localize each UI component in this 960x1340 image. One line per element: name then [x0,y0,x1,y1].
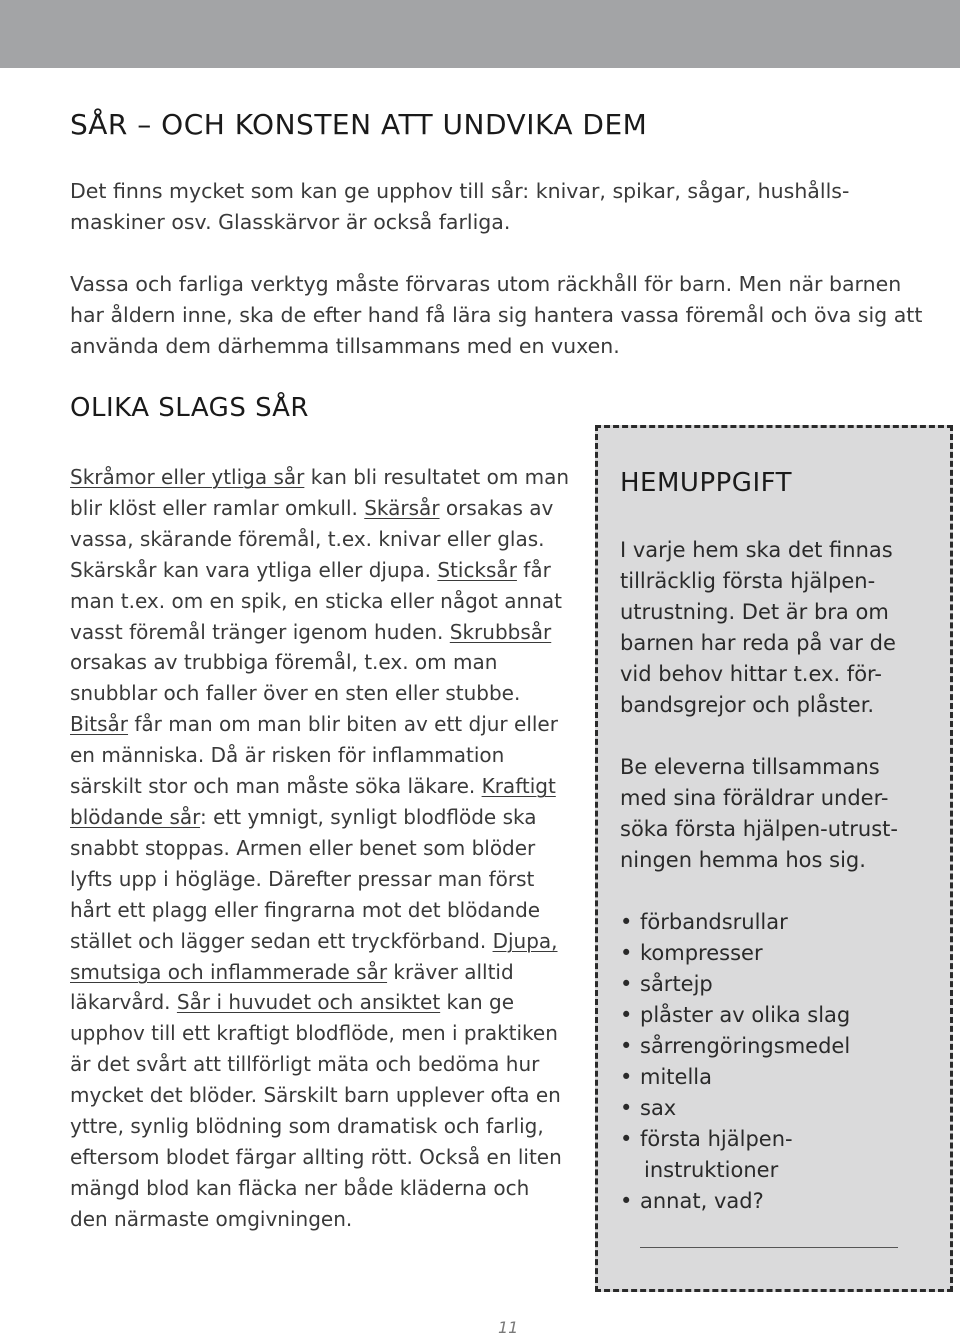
homework-line: ningen hemma hos sig. [620,848,866,872]
wound-term: Skråmor eller ytliga sår [70,465,305,489]
wound-description: får man om man blir biten av ett djur eller en människa. Då är risken för inflammation särskilt stor och man måste söka läkare. [70,712,558,799]
wound-description: : ett ymnigt, synligt blodflöde ska snabbt stoppas. Armen eller benet som blöder lyfts upp i högläge. Därefter pressar man först hårt ett plagg eller fingrarna mot det blödande stället och lägger sedan ett tryckförband. [70,804,541,953]
intro-paragraph-1: Det finns mycket som kan ge upphov till sår: knivar, spikar, sågar, hushålls-maskiner osv. Glasskärvor är också farliga. [70,179,850,234]
page-title: SÅR – OCH KONSTEN ATT UNDVIKA DEM [70,108,648,141]
homework-paragraph-1 [620,535,940,721]
homework-checklist [620,907,940,1217]
bullet-icon: • [620,1034,633,1058]
wound-description: orsakas av trubbiga föremål, t.ex. om man snubblar och faller över en sten eller stubbe. [70,650,521,706]
wound-term: Skrubbsår [449,619,552,644]
homework-line: vid behov hittar t.ex. för- [620,662,882,686]
checklist-item-label: instruktioner [644,1158,779,1182]
checklist-item-label: annat, vad? [640,1189,764,1213]
checklist-item-label: sårrengöringsmedel [640,1034,851,1058]
homework-line: söka första hjälpen-utrust- [620,817,898,841]
wound-term: Sår i huvudet och ansiktet [176,990,441,1015]
checklist-item [620,1031,940,1062]
wound-term: Bitsår [70,712,129,737]
bullet-icon: • [620,1065,633,1089]
homework-line: Be eleverna tillsammans [620,755,880,779]
homework-line: tillräcklig första hjälpen- [620,569,876,593]
wound-term: Skärsår [364,495,440,520]
wound-term: Kraftigt blödande sår [70,774,556,829]
wound-description: kan ge upphov till ett kraftigt blodflöde, men i praktiken är det svårt att tillförligt mäta och bedöma hur mycket det blöder. Särskilt barn upplever ofta en yttre, synlig blödning som dramatisk och farlig, eftersom blodet färgar allting rött. Också en liten mängd blod kan fläcka ner både kläderna och den närmaste omgivningen. [70,990,562,1231]
checklist-item [620,1062,940,1093]
wound-description: kräver alltid läkarvård. [70,959,514,1015]
checklist-item [620,938,940,969]
checklist-item-label: sax [640,1096,677,1120]
checklist-item-label: mitella [640,1065,712,1089]
checklist-item [620,1000,940,1031]
bullet-icon: • [620,1003,633,1027]
homework-line: med sina föräldrar under- [620,786,889,810]
homework-line: utrustning. Det är bra om [620,600,889,624]
homework-paragraph-2 [620,752,940,876]
homework-title: HEMUPPGIFT [620,468,792,498]
header-bar [0,0,960,68]
bullet-icon: • [620,1189,633,1213]
bullet-icon: • [620,910,633,934]
checklist-item-label: plåster av olika slag [640,1003,851,1027]
checklist-item [620,1124,940,1186]
page-number: 11 [498,1318,519,1337]
checklist-item-label: sårtejp [640,972,713,996]
checklist-item-label: förbandsrullar [640,910,788,934]
wound-description: orsakas av vassa, skärande föremål, t.ex. knivar eller glas. Skärskår kan vara ytliga eller djupa. [70,495,554,582]
section-heading: OLIKA SLAGS SÅR [70,393,309,423]
bullet-icon: • [620,1096,633,1120]
homework-text [620,535,940,1248]
checklist-item [620,1093,940,1124]
bullet-icon: • [620,1127,633,1151]
checklist-item [620,907,940,938]
checklist-item [620,1186,940,1217]
wound-types-text [70,462,570,1235]
wound-description: kan bli resultatet om man blir klöst eller ramlar omkull. [70,465,570,520]
wound-description: får man t.ex. om en spik, en sticka eller något annat vasst föremål tränger igenom huden. [70,557,562,644]
homework-box [595,425,953,1292]
homework-line: I varje hem ska det finnas [620,538,893,562]
bullet-icon: • [620,972,633,996]
wound-term: Djupa, smutsiga och inflammerade sår [70,928,558,984]
checklist-item-label: kompresser [640,941,763,965]
checklist-item [620,969,940,1000]
homework-line: bandsgrejor och plåster. [620,693,875,717]
checklist-item-label: första hjälpen- [640,1127,793,1151]
intro-text [70,176,930,393]
bullet-icon: • [620,941,633,965]
wound-term: Sticksår [437,557,517,582]
answer-blank-line [640,1233,898,1248]
intro-paragraph-2: Vassa och farliga verktyg måste förvaras utom räckhåll för barn. Men när barnen har åldern inne, ska de efter hand få lära sig hantera vassa föremål och öva sig att använda dem därhemma tillsammans med en vuxen. [70,272,923,358]
homework-line: barnen har reda på var de [620,631,896,655]
